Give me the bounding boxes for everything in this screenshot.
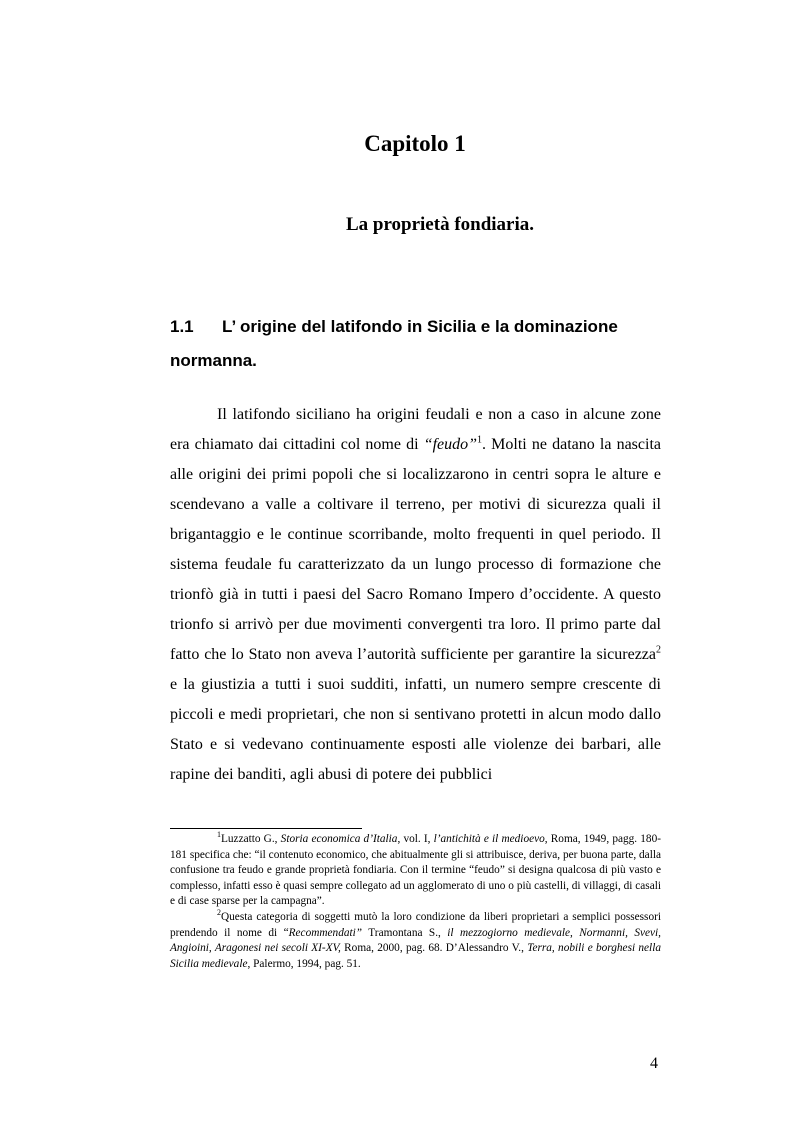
footnote-number: 2	[217, 908, 221, 918]
footnote-text: , vol. I,	[397, 833, 434, 845]
footnote-text: Luzzatto G.,	[221, 833, 281, 845]
section-heading	[170, 310, 640, 378]
body-text-part: Il latifondo siciliano ha origini feudali e non a caso in alcune zone era chiamato dai cittadini col nome di	[170, 406, 661, 453]
footnote-separator	[170, 828, 362, 829]
body-text-part: e la giustizia a tutti i suoi sudditi, infatti, un numero sempre crescente di piccoli e medi proprietari, che non si sentivano protetti in alcun modo dallo Stato e si vedevano continuamente esposti alle violenze dei barbari, alle rapine dei banditi, agli abusi di potere dei pubblici	[170, 676, 661, 783]
footnote-citation-title: il mezzogiorno medievale, Normanni, Svevi, Angioini, Aragonesi nei secoli XI-XV,	[170, 926, 661, 955]
page-number: 4	[650, 1055, 658, 1072]
footnote-text: , Palermo, 1994, pag. 51.	[247, 957, 361, 970]
footnote-text: Tramontana S.,	[362, 926, 448, 939]
footnote-2	[170, 910, 661, 972]
feudo-term: “feudo”	[423, 436, 478, 453]
body-paragraph	[170, 400, 661, 790]
chapter-title: Capitolo 1	[364, 131, 466, 156]
section-title: L’ origine del latifondo in Sicilia e la dominazione normanna.	[170, 317, 618, 370]
footnotes	[170, 832, 661, 972]
footnote-citation-title: l’antichità e il medioevo	[433, 833, 545, 845]
footnote-1	[170, 832, 661, 910]
footnote-text: Roma, 2000, pag. 68. D’Alessandro V.,	[340, 942, 528, 955]
footnote-citation-title: Recommendati”	[288, 926, 363, 939]
chapter-subtitle: La proprietà fondiaria.	[345, 214, 535, 235]
footnote-number: 1	[217, 830, 221, 840]
footnote-ref-2: 2	[656, 644, 661, 656]
footnote-text: , Roma, 1949, pagg. 180-181 specifica che: “il contenuto economico, che abitualmente gli si attribuisce, deriva, per buona parte, dalla confusione tra feudo e grande proprietà fondiaria. Con il termine “feudo” si designa qualcosa di più vasto e complesso, infatti esso è quasi sempre collegato ad un agglomerato di uno o più castelli, di villaggi, di casali e di case sparse per la campagna”.	[170, 833, 661, 908]
footnote-citation-title: Storia economica d’Italia	[280, 833, 398, 845]
footnote-ref-1: 1	[477, 434, 483, 446]
body-text-part: . Molti ne datano la nascita alle origini dei primi popoli che si localizzarono in centri sopra le alture e scendevano a valle a coltivare il terreno, per motivi di sicurezza quali il brigantaggio e le continue scorribande, molto frequenti in quel periodo. Il sistema feudale fu caratterizzato da un lungo processo di formazione che trionfò già in tutti i paesi del Sacro Romano Impero d’occidente. A questo trionfo si arrivò per due movimenti convergenti tra loro. Il primo parte dal fatto che lo Stato non aveva l’autorità sufficiente per garantire la sicurezza	[170, 436, 661, 663]
footnote-text: Questa categoria di soggetti mutò la loro condizione da liberi proprietari a semplici possessori prendendo il nome di “	[170, 910, 661, 939]
section-number: 1.1	[170, 317, 194, 336]
footnote-citation-title: Terra, nobili e borghesi nella Sicilia medievale	[170, 942, 661, 970]
